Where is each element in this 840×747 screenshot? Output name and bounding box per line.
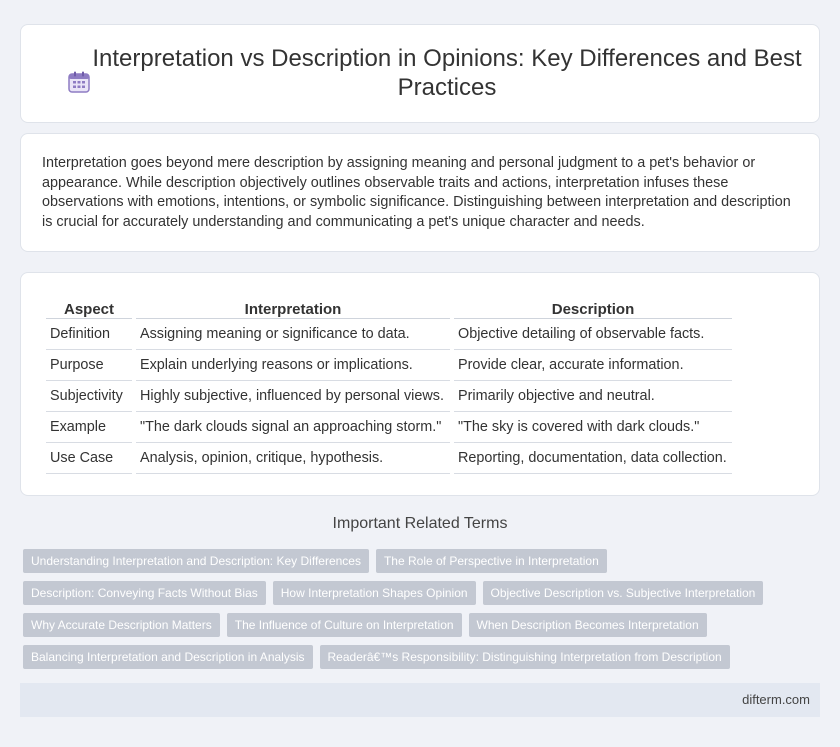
cell-interpretation: Analysis, opinion, critique, hypothesis. bbox=[136, 443, 450, 474]
site-name[interactable]: difterm.com bbox=[742, 692, 810, 707]
calendar-icon bbox=[67, 70, 91, 94]
related-term-link[interactable]: How Interpretation Shapes Opinion bbox=[273, 581, 476, 605]
cell-description: Provide clear, accurate information. bbox=[454, 350, 732, 381]
related-term-link[interactable]: Readerâ€™s Responsibility: Distinguishing Interpretation from Description bbox=[320, 645, 730, 669]
header-card bbox=[20, 24, 820, 123]
tag-row bbox=[23, 549, 823, 581]
cell-description: Reporting, documentation, data collection. bbox=[454, 443, 732, 474]
cell-interpretation: Highly subjective, influenced by personal views. bbox=[136, 381, 450, 412]
cell-interpretation: Assigning meaning or significance to data. bbox=[136, 319, 450, 350]
cell-description: "The sky is covered with dark clouds." bbox=[454, 412, 732, 443]
cell-aspect: Definition bbox=[46, 319, 132, 350]
related-terms-heading: Important Related Terms bbox=[332, 515, 508, 532]
table-row bbox=[46, 350, 732, 381]
intro-paragraph: Interpretation goes beyond mere description by assigning meaning and personal judgment to a pet's behavior or appearance. While description objectively outlines observable traits and actions, interpretation infuses these observations with emotions, intentions, or symbolic significance. Distinguishing between interpretation and description is crucial for accurately understanding and communicating a pet's unique character and needs. bbox=[42, 155, 791, 230]
table-row bbox=[46, 443, 732, 474]
cell-aspect: Example bbox=[46, 412, 132, 443]
cell-interpretation: "The dark clouds signal an approaching storm." bbox=[136, 412, 450, 443]
cell-interpretation: Explain underlying reasons or implications. bbox=[136, 350, 450, 381]
comparison-table-card bbox=[20, 272, 820, 496]
comparison-table bbox=[42, 296, 736, 474]
cell-description: Objective detailing of observable facts. bbox=[454, 319, 732, 350]
page-title: Interpretation vs Description in Opinions: Key Differences and Best Practices bbox=[92, 45, 802, 101]
table-row bbox=[46, 412, 732, 443]
cell-aspect: Use Case bbox=[46, 443, 132, 474]
table-header-row bbox=[46, 296, 732, 319]
related-term-link[interactable]: Balancing Interpretation and Description in Analysis bbox=[23, 645, 313, 669]
tag-row bbox=[23, 581, 823, 613]
table-row bbox=[46, 381, 732, 412]
related-term-link[interactable]: When Description Becomes Interpretation bbox=[469, 613, 707, 637]
cell-aspect: Purpose bbox=[46, 350, 132, 381]
cell-aspect: Subjectivity bbox=[46, 381, 132, 412]
table-row bbox=[46, 319, 732, 350]
tag-row bbox=[23, 613, 823, 645]
header-interpretation: Interpretation bbox=[136, 296, 450, 319]
tag-row bbox=[23, 645, 823, 677]
related-term-link[interactable]: Why Accurate Description Matters bbox=[23, 613, 220, 637]
footer bbox=[20, 683, 820, 717]
intro-card bbox=[20, 133, 820, 252]
related-term-link[interactable]: Description: Conveying Facts Without Bias bbox=[23, 581, 266, 605]
cell-description: Primarily objective and neutral. bbox=[454, 381, 732, 412]
related-term-link[interactable]: Understanding Interpretation and Description: Key Differences bbox=[23, 549, 369, 573]
header-description: Description bbox=[454, 296, 732, 319]
related-term-link[interactable]: The Role of Perspective in Interpretation bbox=[376, 549, 607, 573]
related-term-link[interactable]: Objective Description vs. Subjective Interpretation bbox=[483, 581, 764, 605]
related-term-link[interactable]: The Influence of Culture on Interpretation bbox=[227, 613, 462, 637]
related-terms-list bbox=[23, 549, 823, 677]
header-aspect: Aspect bbox=[46, 296, 132, 319]
